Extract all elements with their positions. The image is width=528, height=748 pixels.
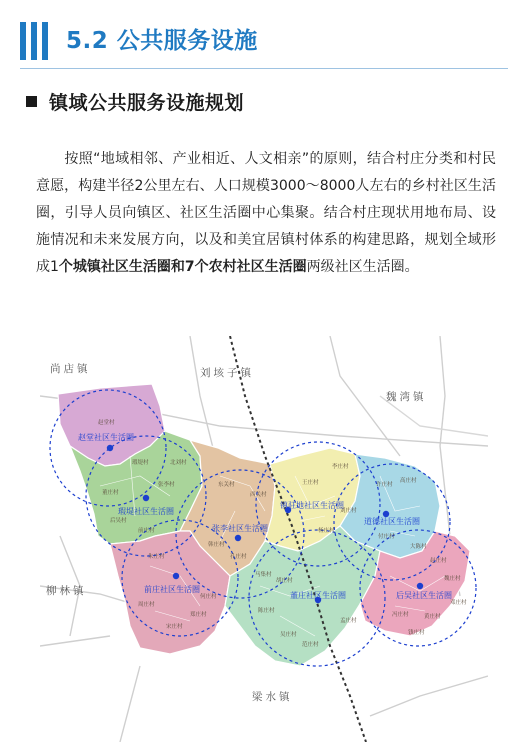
village-label: 何庄村: [200, 594, 217, 600]
village-label: 宋庄村: [166, 624, 183, 630]
village-label: 魏庄村: [444, 576, 461, 582]
circle-label-zhaotang: 赵堂社区生活圈: [78, 433, 134, 442]
village-label: 许庄村: [376, 482, 393, 488]
circle-label-qianzhuang: 前庄社区生活圈: [144, 585, 200, 594]
center-dot-xiadi: [143, 495, 149, 501]
header-bars-decoration: [20, 22, 48, 60]
paragraph-bold-text: 个城镇社区生活圈和7个农村社区生活圈: [58, 259, 307, 275]
village-label: 高庄村: [400, 478, 417, 484]
village-label: 韩庄村: [208, 542, 225, 548]
village-label: 瑕堤村: [132, 460, 149, 466]
village-label: 郑庄村: [190, 612, 207, 618]
circle-label-daode: 道德社区生活圈: [364, 517, 420, 526]
village-label: 后吴村: [110, 518, 127, 524]
paragraph-text-part1: 按照“地域相邻、产业相近、人文相亲”的原则，结合村庄分类和村民意愿，构建半径2公里左右、人口规模3000～8000人左右的乡村社区生活圈，引导人员向镇区、社区生活圈中心集聚。结合村庄现状用地布局、设施情况和未来发展方向，以及和美宜居镇村体系的构建思路，规划全域形成1: [36, 151, 496, 275]
village-label: 孔庄村: [230, 554, 247, 560]
village-label: 胡庄村: [276, 578, 293, 584]
village-label: 朱庄村: [148, 554, 165, 560]
section-heading: [26, 87, 244, 115]
circle-label-houwu: 后吴社区生活圈: [396, 591, 452, 600]
village-label: 孟庄村: [340, 618, 357, 624]
circle-label-xiadi: 瑕堤社区生活圈: [118, 507, 174, 516]
village-label: 范庄村: [302, 642, 319, 648]
village-label: 前庄村: [138, 528, 155, 534]
village-label: 东关村: [218, 482, 235, 488]
center-dot-zhaotang: [107, 445, 113, 451]
village-label: 李庄村: [332, 464, 349, 470]
body-paragraph: [36, 146, 496, 281]
village-label: 赵庄村: [430, 558, 447, 564]
village-label: 赵堂村: [98, 420, 115, 426]
village-label: 马集村: [255, 572, 272, 578]
paragraph-text-part2: 两级社区生活圈。: [306, 259, 419, 275]
village-label: 陈庄村: [258, 608, 275, 614]
center-dot-qianzhuang: [173, 573, 179, 579]
village-label: 王庄村: [302, 480, 319, 486]
village-label: 黄庄村: [424, 614, 441, 620]
page-title: 5.2 公共服务设施: [66, 28, 258, 54]
village-label: 周庄村: [138, 602, 155, 608]
village-label: 北刘村: [170, 460, 187, 466]
town-label-liangshui: 梁水镇: [252, 691, 293, 703]
center-dot-zhangli: [235, 535, 241, 541]
village-label: 杨庄村: [318, 528, 335, 534]
section-heading-text: 镇域公共服务设施规划: [49, 91, 245, 114]
town-label-liugaizi: 刘垓子镇: [200, 367, 254, 379]
town-label-shangdian: 尚店镇: [50, 363, 91, 375]
bullet-square-icon: [26, 96, 37, 107]
village-label: 张李村: [158, 482, 175, 488]
village-label: 吴庄村: [280, 632, 297, 638]
village-label: 董庄村: [102, 490, 119, 496]
center-dot-houwu: [417, 583, 423, 589]
town-label-weiwan: 魏湾镇: [386, 391, 427, 403]
village-label: 钱庄村: [408, 630, 425, 636]
village-label: 付庄村: [378, 534, 395, 540]
life-circle-map: [40, 336, 488, 742]
village-label: 冯庄村: [392, 612, 409, 618]
page-header: [0, 0, 528, 84]
village-label: 大陈村: [410, 544, 427, 550]
village-label: 刘庄村: [340, 508, 357, 514]
village-label: 西关村: [250, 492, 267, 498]
town-label-liulin: 柳林镇: [46, 585, 87, 597]
map-svg: [40, 336, 488, 742]
header-divider: [20, 68, 508, 69]
circle-label-dongzhuang: 董庄社区生活圈: [290, 591, 346, 600]
village-label: 邓庄村: [450, 600, 467, 606]
circle-label-zhudi: 镇驻地社区生活圈: [280, 501, 344, 510]
circle-label-zhangli: 张李社区生活圈: [212, 524, 268, 533]
